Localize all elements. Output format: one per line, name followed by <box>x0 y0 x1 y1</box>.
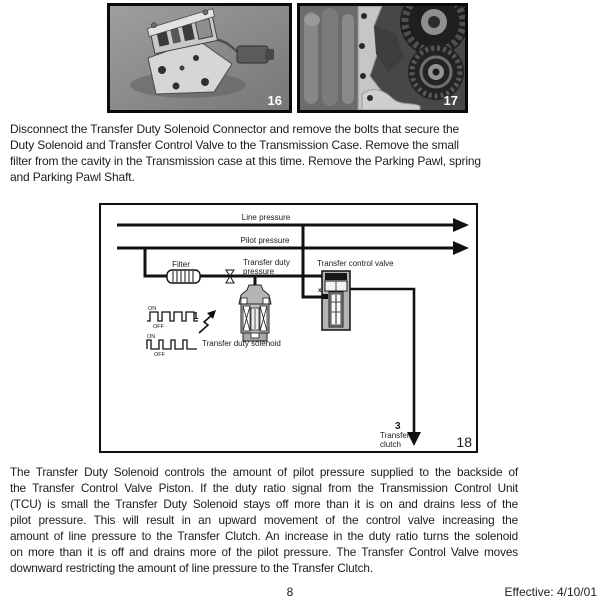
pilot-pressure-arrow-icon <box>453 241 469 255</box>
transfer-duty-pressure-label-line1: Transfer duty <box>243 258 290 267</box>
waveform-on-label: ON <box>147 334 156 340</box>
callout-3: 3 <box>395 421 401 432</box>
transfer-duty-pressure-label-line2: pressure <box>243 267 275 276</box>
paragraph-line: downward restricting the amount of line pressure to the Transfer Clutch. <box>10 561 373 575</box>
valve-port-marker: x <box>318 287 322 294</box>
paragraph-line: pilot pressure. This will result in an upward movement of the control valve increasing the <box>10 513 518 527</box>
line-pressure-label: Line pressure <box>241 213 291 222</box>
paragraph-line: amount of line pressure to the Transfer Clutch. An increase in the duty ratio turns the solenoid <box>10 529 518 543</box>
waveform-off-label: OFF <box>154 352 165 358</box>
paragraph-line: (TCU) is small the Transfer Duty Solenoid stays off more than it is on and drains less of the <box>10 497 518 511</box>
waveform-off-label: OFF <box>153 324 164 330</box>
paragraph-line: filter from the cavity in the Transmission case at this time. Remove the Parking Pawl, spring <box>10 154 481 168</box>
paragraph-line: Disconnect the Transfer Duty Solenoid Connector and remove the bolts that secure the <box>10 122 459 136</box>
figure-16-illustration <box>110 6 289 110</box>
figure-16-number: 16 <box>267 93 282 108</box>
callout-1: 1 <box>193 311 199 322</box>
effective-date: Effective: 4/10/01 <box>504 585 597 599</box>
instruction-paragraph <box>10 121 515 185</box>
filter-label: Filter <box>172 260 190 269</box>
connector-plug <box>237 46 274 63</box>
case-castings <box>300 6 358 110</box>
duty-waveform-low <box>147 334 197 358</box>
figure-17-number: 17 <box>443 93 458 108</box>
waveform-on-label: ON <box>148 306 157 312</box>
figure-16-photo <box>107 3 292 113</box>
transfer-control-valve-label: Transfer control valve <box>317 259 394 268</box>
control-valve-symbol <box>322 271 350 330</box>
paragraph-line: and Parking Pawl Shaft. <box>10 170 135 184</box>
paragraph-line: the Transfer Control Valve Piston. If the duty ratio signal from the Transmission Control Unit <box>10 481 518 495</box>
paragraph-line: Duty Solenoid and Transfer Control Valve to the Transmission Case. Remove the small <box>10 138 459 152</box>
filter-symbol <box>167 270 200 283</box>
paragraph-line: The Transfer Duty Solenoid controls the amount of pilot pressure supplied to the backside of <box>10 465 518 479</box>
paragraph-line: on more than it is off and drains more of the pilot pressure. The Transfer Control Valve moves <box>10 545 518 559</box>
duty-waveform-high <box>147 306 198 330</box>
transfer-clutch-label-line2: clutch <box>380 440 401 449</box>
pilot-pressure-label: Pilot pressure <box>240 236 290 245</box>
line-pressure-arrow-icon <box>453 218 469 232</box>
figure-17-photo <box>297 3 468 113</box>
transfer-clutch-label-line1: Transfer <box>380 431 410 440</box>
page-number: 8 <box>286 585 294 599</box>
clutch-supply-line <box>350 289 414 434</box>
lower-gear <box>408 44 464 100</box>
figure-18-number: 18 <box>456 434 472 450</box>
figure-17-illustration <box>300 6 465 110</box>
hydraulic-diagram-figure <box>99 203 478 453</box>
description-paragraph <box>10 464 518 576</box>
transfer-duty-solenoid-label: Transfer duty solenoid <box>202 339 281 348</box>
lightning-arrow-icon <box>199 310 216 333</box>
duty-solenoid-symbol <box>239 285 271 341</box>
hydraulic-diagram <box>101 205 475 450</box>
